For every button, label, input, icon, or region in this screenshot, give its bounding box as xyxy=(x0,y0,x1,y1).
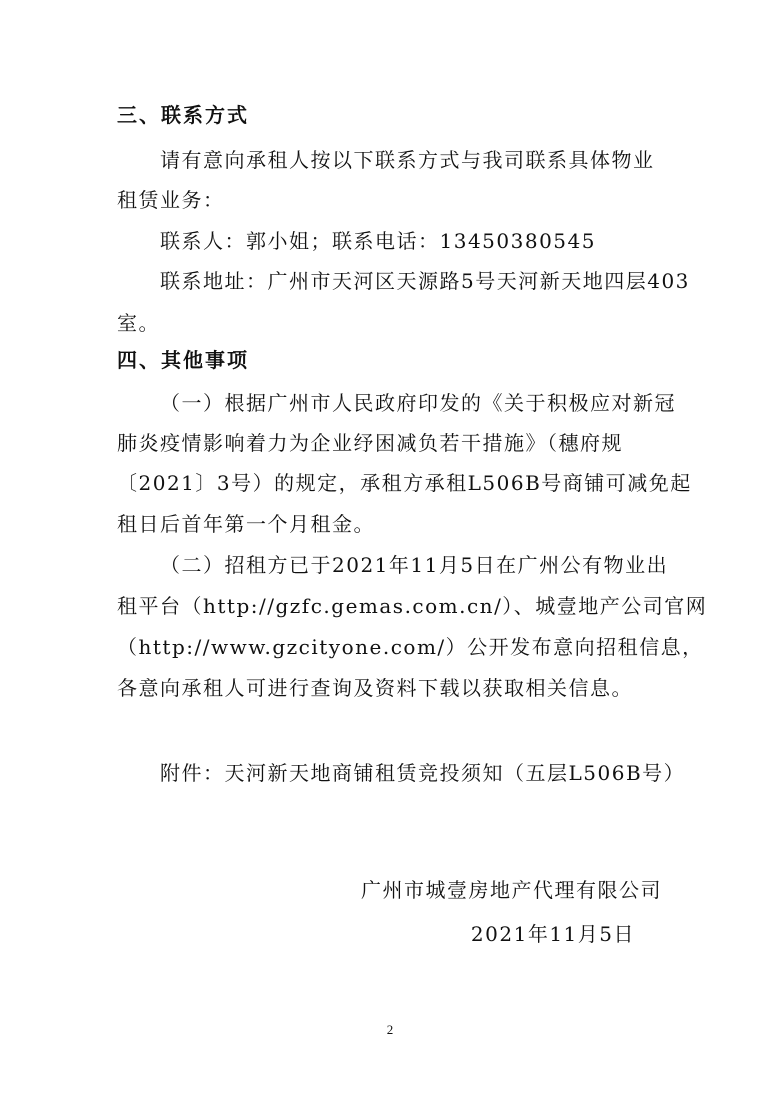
contact-intro-line: 请有意向承租人按以下联系方式与我司联系具体物业 xyxy=(160,148,655,172)
other-item2-line: （http://www.gzcityone.com/）公开发布意向招租信息， xyxy=(117,635,704,659)
other-item1-line: （一）根据广州市人民政府印发的《关于积极应对新冠 xyxy=(160,391,676,415)
other-item2-line: 租平台（http://gzfc.gemas.com.cn/）、城壹地产公司官网 xyxy=(117,594,708,618)
other-item2-line: （二）招租方已于2021年11月5日在广州公有物业出 xyxy=(160,553,669,577)
other-item1-line: 租日后首年第一个月租金。 xyxy=(117,512,375,536)
signature-company: 广州市城壹房地产代理有限公司 xyxy=(361,878,662,902)
other-item2-line: 各意向承租人可进行查询及资料下载以获取相关信息。 xyxy=(117,676,633,700)
section-heading-contact: 三、联系方式 xyxy=(117,103,249,127)
contact-person-line: 联系人：郭小姐；联系电话：13450380545 xyxy=(160,229,596,253)
contact-intro-line: 租赁业务： xyxy=(117,188,225,212)
page-number: 2 xyxy=(386,1022,394,1037)
attachment-line: 附件：天河新天地商铺租赁竞投须知（五层L506B号） xyxy=(160,761,686,785)
contact-address-line: 联系地址：广州市天河区天源路5号天河新天地四层403 xyxy=(160,269,690,293)
other-item1-line: 肺炎疫情影响着力为企业纾困减负若干措施》（穗府规 xyxy=(117,431,623,455)
contact-address-line: 室。 xyxy=(117,311,160,335)
signature-date: 2021年11月5日 xyxy=(470,922,635,946)
section-heading-other: 四、其他事项 xyxy=(117,348,249,372)
other-item1-line: 〔2021〕3号）的规定，承租方承租L506B号商铺可减免起 xyxy=(117,471,692,495)
